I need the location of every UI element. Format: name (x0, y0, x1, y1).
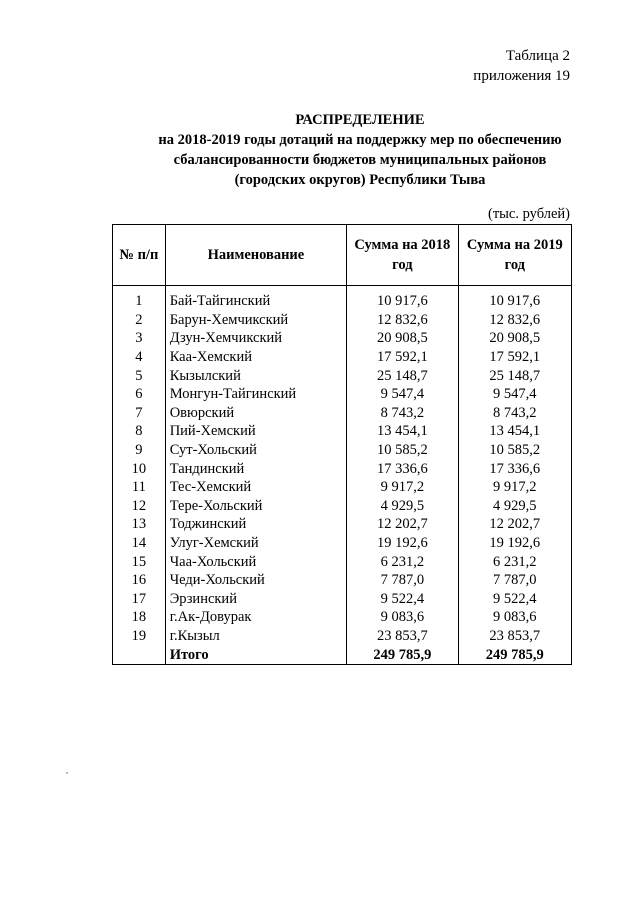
table-row (113, 608, 572, 627)
table-row (113, 497, 572, 516)
row-sum-2019: 17 336,6 (458, 459, 571, 478)
row-num: 11 (113, 478, 166, 497)
row-sum-2018: 10 585,2 (347, 441, 459, 460)
table-row (113, 478, 572, 497)
total-label: Итого (165, 645, 346, 664)
row-name: г.Кызыл (165, 627, 346, 646)
row-sum-2019: 13 454,1 (458, 422, 571, 441)
table-row (113, 385, 572, 404)
table-row (113, 627, 572, 646)
row-sum-2019: 9 917,2 (458, 478, 571, 497)
table-row (113, 311, 572, 330)
header-sum-2018: Сумма на 2018 год (347, 225, 459, 286)
row-sum-2018: 12 202,7 (347, 515, 459, 534)
row-sum-2018: 6 231,2 (347, 552, 459, 571)
row-sum-2019: 20 908,5 (458, 329, 571, 348)
title-line-4: (городских округов) Республики Тыва (234, 172, 486, 188)
row-name: Улуг-Хемский (165, 534, 346, 553)
row-num: 7 (113, 404, 166, 423)
row-name: Каа-Хемский (165, 348, 346, 367)
table-row (113, 441, 572, 460)
row-name: Овюрский (165, 404, 346, 423)
row-num: 18 (113, 608, 166, 627)
table-number: Таблица 2 (505, 48, 570, 64)
row-num: 17 (113, 590, 166, 609)
row-name: Тере-Хольский (165, 497, 346, 516)
row-num: 13 (113, 515, 166, 534)
row-sum-2019: 19 192,6 (458, 534, 571, 553)
row-sum-2018: 19 192,6 (347, 534, 459, 553)
row-sum-2018: 25 148,7 (347, 366, 459, 385)
row-num: 19 (113, 627, 166, 646)
table-row (113, 459, 572, 478)
row-name: г.Ак-Довурак (165, 608, 346, 627)
row-sum-2019: 8 743,2 (458, 404, 571, 423)
total-sum-2019: 249 785,9 (458, 645, 571, 664)
row-name: Тандинский (165, 459, 346, 478)
row-name: Дзун-Хемчикский (165, 329, 346, 348)
table-row (113, 534, 572, 553)
row-sum-2019: 7 787,0 (458, 571, 571, 590)
row-sum-2018: 7 787,0 (347, 571, 459, 590)
total-num (113, 645, 166, 664)
total-sum-2018: 249 785,9 (347, 645, 459, 664)
row-sum-2019: 9 083,6 (458, 608, 571, 627)
row-num: 10 (113, 459, 166, 478)
row-sum-2018: 12 832,6 (347, 311, 459, 330)
row-num: 6 (113, 385, 166, 404)
table-row (113, 422, 572, 441)
distribution-table (112, 224, 572, 665)
row-sum-2019: 25 148,7 (458, 366, 571, 385)
row-sum-2019: 10 917,6 (458, 286, 571, 311)
row-num: 15 (113, 552, 166, 571)
row-sum-2019: 10 585,2 (458, 441, 571, 460)
row-num: 9 (113, 441, 166, 460)
row-num: 4 (113, 348, 166, 367)
header-name: Наименование (165, 225, 346, 286)
table-row (113, 571, 572, 590)
row-name: Сут-Хольский (165, 441, 346, 460)
title-line-1: РАСПРЕДЕЛЕНИЕ (295, 112, 425, 128)
row-name: Кызылский (165, 366, 346, 385)
row-sum-2018: 10 917,6 (347, 286, 459, 311)
row-sum-2019: 23 853,7 (458, 627, 571, 646)
row-sum-2019: 6 231,2 (458, 552, 571, 571)
table-header-row (113, 225, 572, 286)
row-num: 2 (113, 311, 166, 330)
row-sum-2019: 9 547,4 (458, 385, 571, 404)
row-name: Монгун-Тайгинский (165, 385, 346, 404)
row-num: 1 (113, 286, 166, 311)
scan-speck (66, 772, 68, 774)
row-sum-2018: 13 454,1 (347, 422, 459, 441)
row-name: Чеди-Хольский (165, 571, 346, 590)
table-row (113, 286, 572, 311)
row-num: 12 (113, 497, 166, 516)
row-sum-2019: 12 202,7 (458, 515, 571, 534)
row-num: 14 (113, 534, 166, 553)
row-num: 5 (113, 366, 166, 385)
table-row (113, 348, 572, 367)
row-num: 3 (113, 329, 166, 348)
row-sum-2019: 4 929,5 (458, 497, 571, 516)
row-sum-2018: 20 908,5 (347, 329, 459, 348)
row-sum-2019: 9 522,4 (458, 590, 571, 609)
row-name: Тес-Хемский (165, 478, 346, 497)
row-name: Пий-Хемский (165, 422, 346, 441)
table-body (113, 286, 572, 665)
table-reference (473, 46, 570, 86)
row-num: 8 (113, 422, 166, 441)
row-sum-2018: 23 853,7 (347, 627, 459, 646)
row-name: Тоджинский (165, 515, 346, 534)
units-label: (тыс. рублей) (488, 206, 570, 222)
table-row (113, 329, 572, 348)
row-sum-2019: 17 592,1 (458, 348, 571, 367)
header-sum-2019: Сумма на 2019 год (458, 225, 571, 286)
row-sum-2018: 9 917,2 (347, 478, 459, 497)
row-name: Эрзинский (165, 590, 346, 609)
table-row (113, 404, 572, 423)
total-row (113, 645, 572, 664)
title-line-2: на 2018-2019 годы дотаций на поддержку мер по обеспечению (158, 132, 562, 148)
row-sum-2018: 9 522,4 (347, 590, 459, 609)
table-row (113, 590, 572, 609)
row-sum-2018: 17 592,1 (347, 348, 459, 367)
row-sum-2018: 9 547,4 (347, 385, 459, 404)
title-line-3: сбалансированности бюджетов муниципальных районов (173, 152, 547, 168)
table-row (113, 366, 572, 385)
row-num: 16 (113, 571, 166, 590)
row-name: Барун-Хемчикский (165, 311, 346, 330)
appendix-number: приложения 19 (473, 68, 570, 84)
row-name: Бай-Тайгинский (165, 286, 346, 311)
row-sum-2019: 12 832,6 (458, 311, 571, 330)
row-sum-2018: 8 743,2 (347, 404, 459, 423)
row-sum-2018: 9 083,6 (347, 608, 459, 627)
row-sum-2018: 17 336,6 (347, 459, 459, 478)
table-row (113, 552, 572, 571)
row-sum-2018: 4 929,5 (347, 497, 459, 516)
table-row (113, 515, 572, 534)
header-num: № п/п (113, 225, 166, 286)
document-title (100, 110, 620, 190)
row-name: Чаа-Хольский (165, 552, 346, 571)
